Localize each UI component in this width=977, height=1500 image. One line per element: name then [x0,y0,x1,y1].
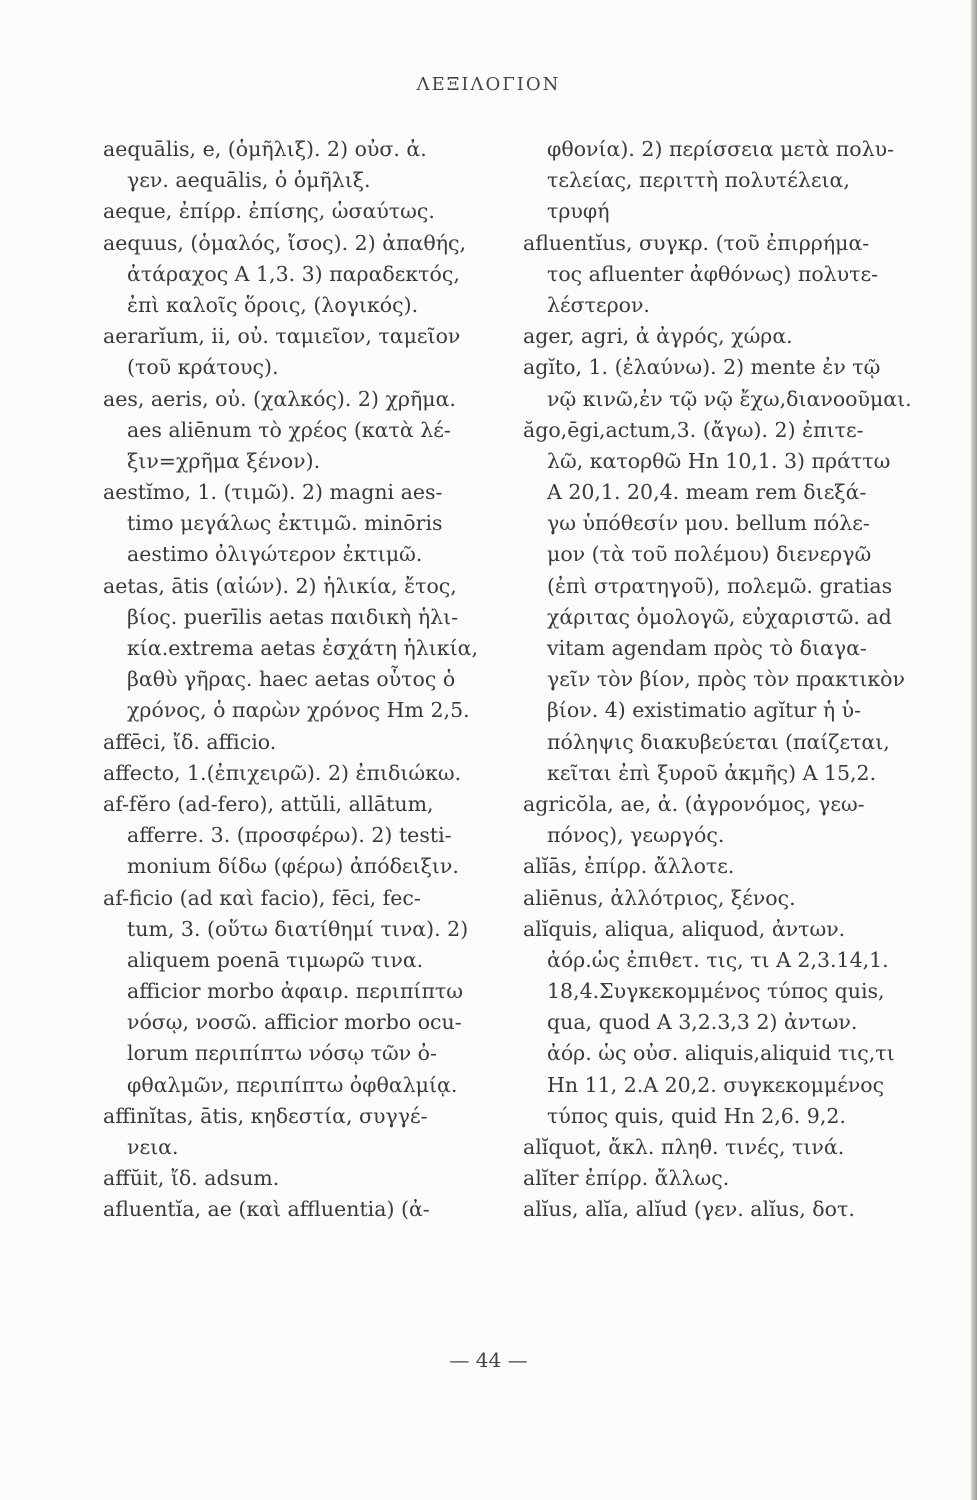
entry-line: affecto, 1.(ἐπιχειρῶ). 2) ἐπιδιώκω. [103,760,462,785]
entry-line: agricŏla, ae, ἀ. (ἀγρονόμος, γεω- [523,791,865,816]
entry-line: κία.extrema aetas ἐσχάτη ἡλικία, [127,636,479,660]
entry-line: alĭter ἐπίρρ. ἄλλως. [523,1166,730,1191]
page-number: — 44 — [449,1348,528,1372]
entry-line: af-fĕro (ad-fero), attŭli, allātum, [103,791,434,816]
entry-line: Α 20,1. 20,4. meam rem διεξά- [547,480,867,505]
entry-line: πόληψις διακυβεύεται (παίζεται, [547,729,890,754]
entry-line: μον (τὰ τοῦ πολέμου) διενεργῶ [547,542,872,567]
entry-line: τρυφή [547,199,610,224]
entry-line: affŭit, ἴδ. adsum. [103,1166,280,1191]
entry-line: affinĭtas, ātis, κηδεστία, συγγέ- [103,1103,428,1128]
entry-line: (ἐπὶ στρατηγοῦ), πολεμῶ. gratias [547,573,893,598]
entry-line: φθαλμῶν, περιπίπτω ὀφθαλμίᾳ. [127,1072,458,1097]
entry-line: afluentĭa, ae (καὶ affluentia) (ἀ- [103,1197,430,1222]
entry-line: aequus, (ὁμαλός, ἴσος). 2) ἀπαθής, [103,230,467,255]
running-head: ΛΕΞΙΛΟΓΙΟΝ [416,74,561,95]
entry-line: alĭus, alĭa, alĭud (γεν. alĭus, δοτ. [523,1197,855,1222]
entry-line: ἐπὶ καλοῖς ὅροις, (λογικός). [127,292,419,317]
entry-line: alĭās, ἐπίρρ. ἄλλοτε. [523,854,735,879]
entry-line: aes, aeris, οὐ. (χαλκός). 2) χρῆμα. [103,386,456,411]
entry-line: (τοῦ κράτους). [127,355,279,380]
entry-line: affēci, ἴδ. afficio. [103,729,277,754]
entry-line: ξιν=χρῆμα ξένον). [127,448,321,473]
entry-line: τελείας, περιττὴ πολυτέλεια, [547,168,850,193]
entry-line: aetas, ātis (αἰών). 2) ἡλικία, ἔτος, [103,573,457,598]
page-edge-shadow [971,0,977,1500]
entry-line: γεῖν τὸν βίον, πρὸς τὸν πρακτικὸν [547,667,905,692]
entry-line: ἀόρ.ὡς ἐπιθετ. τις, τι Α 2,3.14,1. [547,947,889,972]
entry-line: afficior morbo ἀφαιρ. περιπίπτω [127,979,463,1004]
entry-line: βίος. puerīlis aetas παιδικὴ ἡλι- [127,604,459,629]
entry-line: χρόνος, ὁ παρὼν χρόνος Hm 2,5. [127,698,470,723]
entry-line: tum, 3. (οὕτω διατίθημί τινα). 2) [127,916,469,941]
entry-line: φθονία). 2) περίσσεια μετὰ πολυ- [547,137,894,161]
entry-line: τύπος quis, quid Hn 2,6. 9,2. [547,1103,846,1128]
entry-line: νῷ κινῶ,ἐν τῷ νῷ ἔχω,διανοοῦμαι. [547,386,912,411]
entry-line: afluentĭus, συγκρ. (τοῦ ἐπιρρήμα- [523,230,870,255]
entry-line: af-ficio (ad καὶ facio), fēci, fec- [103,885,421,910]
entry-line: aestĭmo, 1. (τιμῶ). 2) magni aes- [103,480,443,505]
entry-line: alĭquot, ἄκλ. πληθ. τινές, τινά. [523,1135,845,1159]
entry-line: λέστερον. [547,292,650,317]
entry-line: afferre. 3. (προσφέρω). 2) testi- [127,823,452,848]
left-column [103,134,518,1226]
entry-line: γω ὑπόθεσίν μου. bellum πόλε- [547,511,870,536]
entry-line: aestimo ὀλιγώτερον ἐκτιμῶ. [127,542,423,567]
entry-line: alĭquis, aliqua, aliquod, ἀντων. [523,916,846,941]
entry-line: monium δίδω (φέρω) ἀπόδειξιν. [127,854,459,879]
entry-line: aes aliēnum τὸ χρέος (κατὰ λέ- [127,417,451,442]
entry-line: νεια. [127,1135,179,1159]
entry-line: βαθὺ γῆρας. haec aetas οὗτος ὁ [127,667,456,692]
entry-line: aeque, ἐπίρρ. ἐπίσης, ὡσαύτως. [103,199,435,224]
entry-line: vitam agendam πρὸς τὸ διαγα- [547,636,867,660]
entry-line: ἀόρ. ὡς οὐσ. aliquis,aliquid τις,τι [547,1041,895,1066]
entry-line: lorum περιπίπτω νόσῳ τῶν ὀ- [127,1041,437,1066]
entry-line: agĭto, 1. (ἐλαύνω). 2) mente ἐν τῷ [523,355,881,380]
entry-line: aequālis, e, (ὁμῆλιξ). 2) οὐσ. ἀ. [103,137,427,161]
entry-line: τος afluenter ἀφθόνως) πολυτε- [547,261,879,286]
right-column [523,134,941,1226]
entry-line: πόνος), γεωργός. [547,823,725,848]
entry-line: χάριτας ὁμολογῶ, εὐχαριστῶ. ad [547,604,892,629]
entry-line: ἀτάραχος Α 1,3. 3) παραδεκτός, [127,261,460,286]
entry-line: γεν. aequālis, ὁ ὁμῆλιξ. [127,168,371,193]
entry-line: ăgo,ēgi,actum,3. (ἄγω). 2) ἐπιτε- [523,417,864,442]
entry-line: λῶ, κατορθῶ Hn 10,1. 3) πράττω [547,448,891,473]
entry-line: νόσῳ, νοσῶ. afficior morbo ocu- [127,1010,462,1035]
entry-line: 18,4.Συγκεκομμένος τύπος quis, [547,979,885,1004]
entry-line: aerarĭum, ii, οὐ. ταμιεῖον, ταμεῖον [103,324,461,349]
entry-line: ager, agri, ἀ ἀγρός, χώρα. [523,324,793,349]
entry-line: aliēnus, ἀλλότριος, ξένος. [523,885,796,910]
entry-line: timo μεγάλως ἐκτιμῶ. minōris [127,511,443,536]
entry-line: qua, quod Α 3,2.3,3 2) ἀντων. [547,1010,858,1035]
entry-line: aliquem poenā τιμωρῶ τινα. [127,947,424,972]
entry-line: βίον. 4) existimatio agĭtur ἡ ὑ- [547,698,862,723]
entry-line: κεῖται ἐπὶ ξυροῦ ἀκμῆς) Α 15,2. [547,760,877,785]
entry-line: Hn 11, 2.Α 20,2. συγκεκομμένος [547,1072,885,1097]
